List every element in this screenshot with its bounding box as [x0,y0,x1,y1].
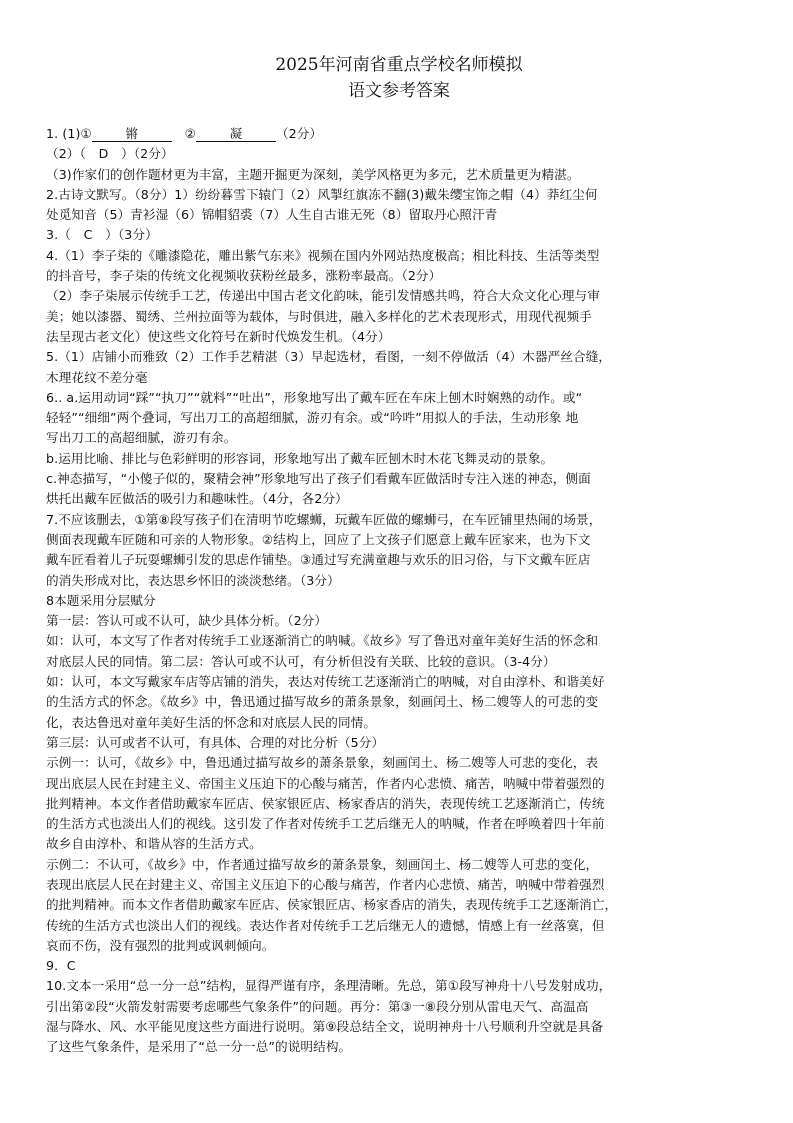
answer-line-q1-3: （3)作家们的创作题材更为丰富，主题开掘更为深刻，美学风格更为多元，艺术质量更为精湛。 [46,166,580,182]
answer-line: 7.不应该删去，①第⑧段写孩子们在清明节吃螺蛳，玩戴车匠做的螺蛳弓，在车匠铺里热闹的场景， [46,511,602,527]
q1-mid: ② [184,126,196,141]
answer-line: 现出底层人民在封建主义、帝国主义压迫下的心酸与痛苦，作者内心悲愤、痛苦，呐喊中带着强烈的 [46,775,605,791]
answer-line: 侧面表现戴车匠随和可亲的人物形象。②结构上，回应了上文孩子们愿意上戴车匠家来，也为下文 [46,531,591,547]
answer-line-q1-1 [46,124,752,144]
answer-line: c.神态描写，“小傻子似的，聚精会神”形象地写出了孩子们看戴车匠做活时专注入迷的神态，侧面 [46,471,591,487]
page-title: 2025年河南省重点学校名师模拟 [275,55,523,75]
answer-line: 3.（ C ）（3分） [46,227,158,243]
answer-line: 示例一：认可，《故乡》中，鲁迅通过描写故乡的萧条景象，刻画闰土、杨二嫂等人可悲的变化，表 [46,755,599,771]
answer-line: 故乡自由淳朴、和谐从容的生活方式。 [46,836,262,852]
q1-blank-2: 凝 [196,126,276,142]
answer-line: 美；她以漆器、蜀绣、兰州拉面等为载体，与时俱进，融入多样化的艺术表现形式，用现代视频手 [46,308,592,324]
answer-body [46,124,752,1058]
answer-line: 法呈现古老文化）使这些文化符号在新时代焕发生机。（4分） [46,328,391,344]
answer-line: 如：认可，本文写了作者对传统手工业逐渐消亡的呐喊。《故乡》写了鲁迅对童年美好生活的怀念和 [46,633,599,649]
answer-line: 的消失形成对比，表达思乡怀旧的淡淡愁绪。（3分） [46,572,340,588]
answer-line: 第三层：认可或者不认可，有具体、合理的对比分析（5分） [46,734,385,750]
answer-line: 引出第②段“火箭发射需要考虑哪些气象条件”的问题。再分：第③一⑧段分别从雷电天气、高温高 [46,998,589,1014]
answer-line: 化，表达鲁迅对童年美好生活的怀念和对底层人民的同情。 [46,714,377,730]
answer-line: 的生活方式也淡出人们的视线。这引发了作者对传统手工艺后继无人的呐喊，作者在呼唤着四十年前 [46,816,605,832]
answer-line: 戴车匠看着儿子玩耍螺蛳引发的思虑作铺垫。③通过写充满童趣与欢乐的旧习俗，与下文戴车匠店 [46,552,591,568]
answer-line: 湿与降水、风、水平能见度这些方面进行说明。第⑨段总结全文，说明神舟十八号顺利升空就是具备 [46,1019,604,1035]
answer-line: 4.（1）李子柒的《雕漆隐花，雕出紫气东来》视频在国内外网站热度极高；相比科技、生活等类型 [46,247,600,263]
q1-prefix: 1. (1)① [46,126,92,141]
answer-line: 写出刀工的高超细腻，游刃有余。 [46,430,237,446]
answer-line: 第一层：答认可或不认可，缺少具体分析。（2分） [46,613,328,629]
answer-line-q1-2: （2）（ D ）（2分） [46,146,174,162]
answer-line: 烘托出戴车匠做活的吸引力和趣味性。（4分，各2分） [46,491,348,507]
q1-score: （2分） [275,126,323,141]
answer-line: 轻轻”“细细”两个叠词，写出刀工的高超细腻，游刃有余。或“吟吽”用拟人的手法，生动形象 地 [46,410,579,426]
answer-line: b.运用比喻、排比与色彩鲜明的形容词，形象地写出了戴车匠刨木时木花飞舞灵动的景象。 [46,450,554,466]
answer-line: 表现出底层人民在封建主义、帝国主义压迫下的心酸与痛苦，作者内心悲愤、痛苦，呐喊中带着强烈 [46,876,605,892]
answer-line: 8本题采用分层赋分 [46,592,156,608]
answer-line: 示例二：不认可，《故乡》中，作者通过描写故乡的萧条景象，刻画闰土、杨二嫂等人可悲的变化， [46,856,599,872]
page-subtitle: 语文参考答案 [348,81,450,101]
answer-line: 哀而不伤，没有强烈的批判或讽刺倾向。 [46,937,275,953]
answer-lines [46,185,752,1058]
answer-line: 批判精神。本文作者借助戴家车匠店、侯家银匠店、杨家香店的消失，表现传统工艺逐渐消亡，传统 [46,795,605,811]
answer-line: 的批判精神。而本文作者借助戴家车匠店、侯家银匠店、杨家香店的消失，表现传统手工艺逐渐消亡， [46,897,618,913]
answer-line: 5.（1）店铺小而雅致（2）工作手艺精湛（3）早起选材，看图，一刻不停做活（4）木器严丝合缝， [46,349,612,365]
answer-line: 传统的生活方式也淡出人们的视线。表达作者对传统手工艺后继无人的遗憾，情感上有一丝落寞，但 [46,917,605,933]
answer-sheet [46,52,752,1058]
answer-line: 了这些气象条件，是采用了“总一分一总”的说明结构。 [46,1039,352,1055]
answer-line: 如：认可，本文写戴家车店等店铺的消失，表达对传统工艺逐渐消亡的呐喊，对自由淳朴、和谐美好 [46,674,605,690]
answer-line: 的生活方式的怀念。《故乡》中，鲁迅通过描写故乡的萧条景象，刻画闰土、杨二嫂等人的可悲的变 [46,694,599,710]
answer-line: 木理花纹不差分毫 [46,369,148,385]
answer-line: 对底层人民的同情。第二层：答认可或不认可，有分析但没有关联、比较的意识。（3-4分） [46,653,556,669]
answer-line: 9．C [46,958,76,974]
answer-line: （2）李子柒展示传统手工艺，传递出中国古老文化韵味，能引发情感共鸣，符合大众文化心理与审 [46,288,600,304]
q1-blank-1: 锵 [92,126,172,142]
answer-line: 10.文本一采用“总一分一总”结构，显得严谨有序，条理清晰。先总，第①段写神舟十八号发射成功， [46,978,612,994]
answer-line: 的抖音号，李子柒的传统文化视频收获粉丝最多，涨粉率最高。（2分） [46,268,442,284]
answer-line: 处觅知音（5）青衫湿（6）锦帽貂裘（7）人生自古谁无死（8）留取丹心照汗青 [46,207,498,223]
answer-line: 6.. a.运用动词“踩”“执刀”“就料”“吐出”，形象地写出了戴车匠在车床上刨木时娴熟的动作。或“ [46,389,583,405]
answer-line: 2.古诗文默写。（8分）1）纷纷暮雪下辕门（2）风掣红旗冻不翻(3)戴朱缨宝饰之帽（4）莽红尘何 [46,186,598,202]
